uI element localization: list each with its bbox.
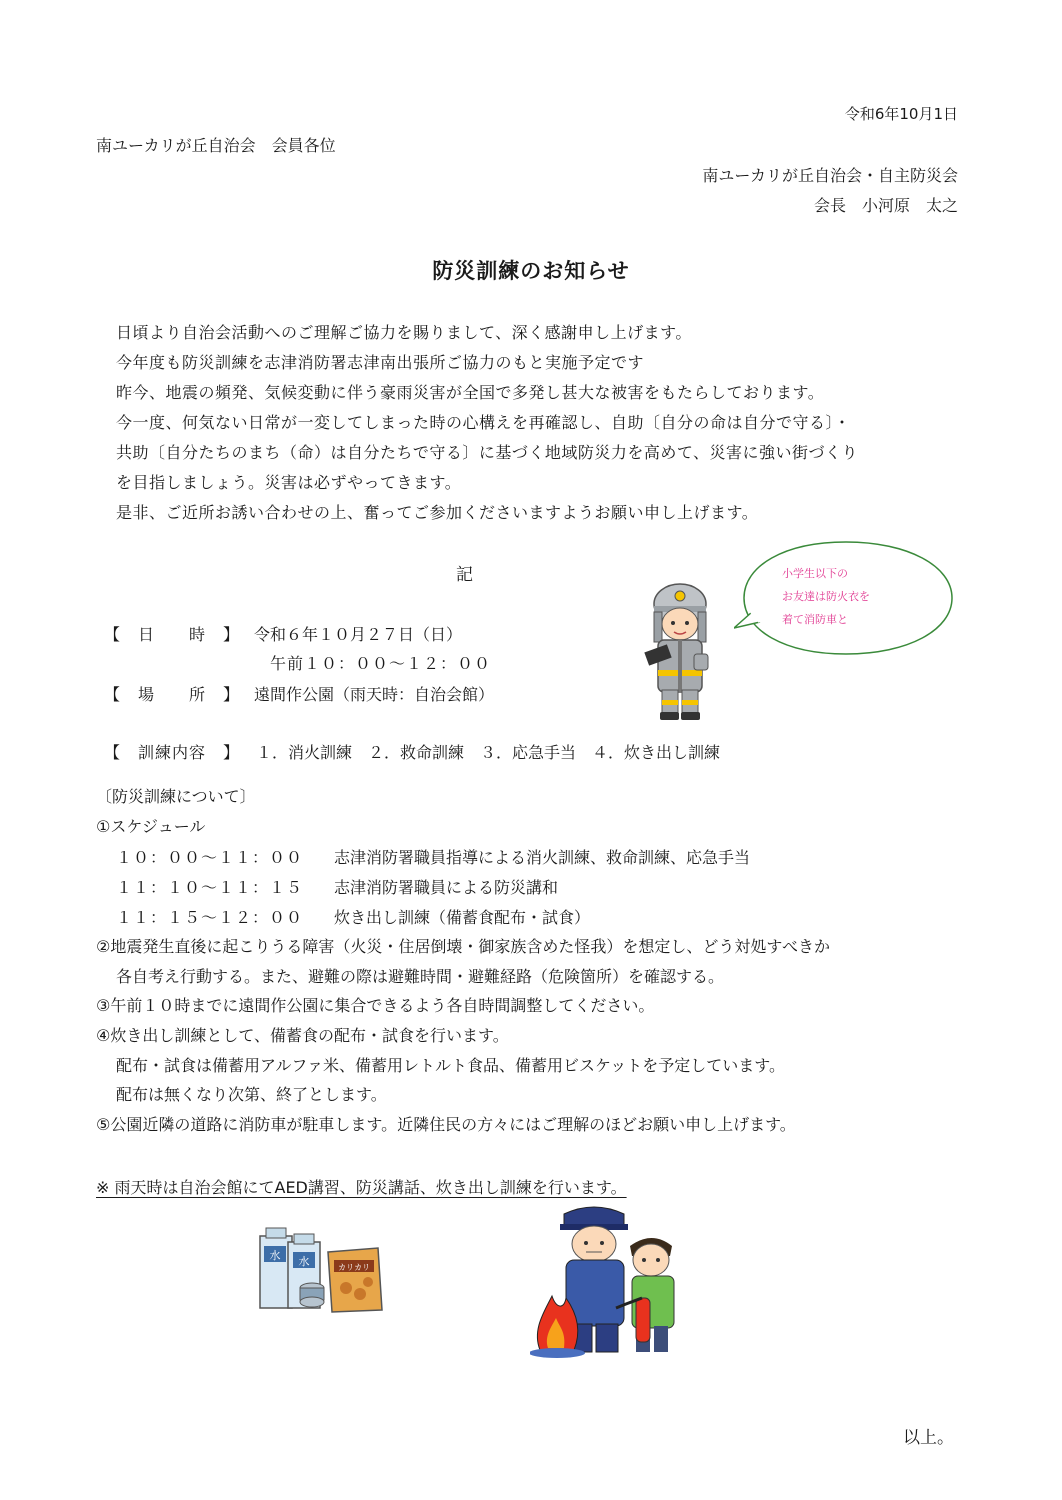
water-label: 水 (269, 1249, 281, 1262)
schedule-desc: 炊き出し訓練（備蓄食配布・試食） (334, 908, 591, 927)
section-heading: 〔防災訓練について〕 (96, 787, 256, 806)
place-label: 【 場 所 】 (104, 685, 241, 704)
schedule-desc: 志津消防署職員による防災講和 (334, 878, 559, 897)
firefighter-child-illustration (640, 582, 722, 722)
datetime-label: 【 日 時 】 (104, 625, 241, 644)
notice-date: 令和6年10月1日 (844, 105, 958, 123)
water-label: 水 (298, 1255, 310, 1268)
body-line: 昨今、地震の頻発、気候変動に伴う豪雨災害が全国で多発し甚大な被害をもたらしております。 (116, 383, 825, 402)
datetime-value: 令和６年１０月２７日（日） (254, 625, 463, 644)
bubble-text-line: 小学生以下の (782, 567, 848, 580)
content-value: １．消火訓練 ２．救命訓練 ３．応急手当 ４．炊き出し訓練 (256, 743, 721, 762)
time-value: 午前１０：００～１２：００ (270, 654, 492, 673)
rain-notice: ※ 雨天時は自治会館にてAED講習、防災講話、炊き出し訓練を行います。 (96, 1178, 627, 1197)
content-label: 【 訓練内容 】 (104, 743, 241, 762)
schedule-heading: ①スケジュール (96, 817, 206, 836)
recipient: 南ユーカリが丘自治会 会員各位 (96, 136, 336, 155)
schedule-time: １１：１０～１１：１５ (116, 878, 304, 897)
item-2-continued: 各自考え行動する。また、避難の際は避難時間・避難経路（危険箇所）を確認する。 (116, 967, 725, 986)
emergency-food-illustration (256, 1222, 386, 1317)
body-line: 日頃より自治会活動へのご理解ご協力を賜りまして、深く感謝申し上げます。 (116, 323, 692, 342)
snack-label: カリカリ (338, 1263, 370, 1272)
sender-name: 会長 小河原 太之 (813, 196, 958, 215)
item-5: ⑤公園近隣の道路に消防車が駐車します。近隣住民の方々にはご理解のほどお願い申し上げます。 (96, 1115, 796, 1134)
item-4-continued: 配布・試食は備蓄用アルファ米、備蓄用レトルト食品、備蓄用ビスケットを予定しています。 (116, 1056, 785, 1075)
schedule-time: １１：１５～１２：００ (116, 908, 304, 927)
sender-organization: 南ユーカリが丘自治会・自主防災会 (702, 166, 958, 185)
item-2: ②地震発生直後に起こりうる障害（火災・住居倒壊・御家族含めた怪我）を想定し、どう対処すべきか (96, 937, 831, 956)
body-line: 共助〔自分たちのまち（命）は自分たちで守る〕に基づく地域防災力を高めて、災害に強い街づくり (116, 443, 859, 462)
body-line: 是非、ご近所お誘い合わせの上、奮ってご参加くださいますようお願い申し上げます。 (116, 503, 759, 522)
item-4: ④炊き出し訓練として、備蓄食の配布・試食を行います。 (96, 1026, 509, 1045)
page-title: 防災訓練のお知らせ (432, 259, 630, 283)
place-value: 遠間作公園（雨天時：自治会館） (254, 685, 495, 704)
schedule-time: １０：００～１１：００ (116, 848, 304, 867)
schedule-desc: 志津消防署職員指導による消火訓練、救命訓練、応急手当 (334, 848, 751, 867)
body-line: を目指しましょう。災害は必ずやってきます。 (116, 473, 462, 492)
body-line: 今一度、何気ない日常が一変してしまった時の心構えを再確認し、自助〔自分の命は自分で守る〕・ (116, 413, 851, 432)
item-3: ③午前１０時までに遠間作公園に集合できるよう各自時間調整してください。 (96, 996, 655, 1015)
closing-text: 以上。 (903, 1428, 954, 1448)
body-line: 今年度も防災訓練を志津消防署志津南出張所ご協力のもと実施予定です (116, 353, 645, 372)
fire-extinguisher-illustration (530, 1200, 695, 1360)
ki-mark: 記 (456, 565, 473, 585)
bubble-text-line: お友達は防火衣を (782, 590, 870, 603)
item-4-continued: 配布は無くなり次第、終了とします。 (116, 1085, 387, 1104)
bubble-text-line: 着て消防車と (782, 613, 848, 626)
